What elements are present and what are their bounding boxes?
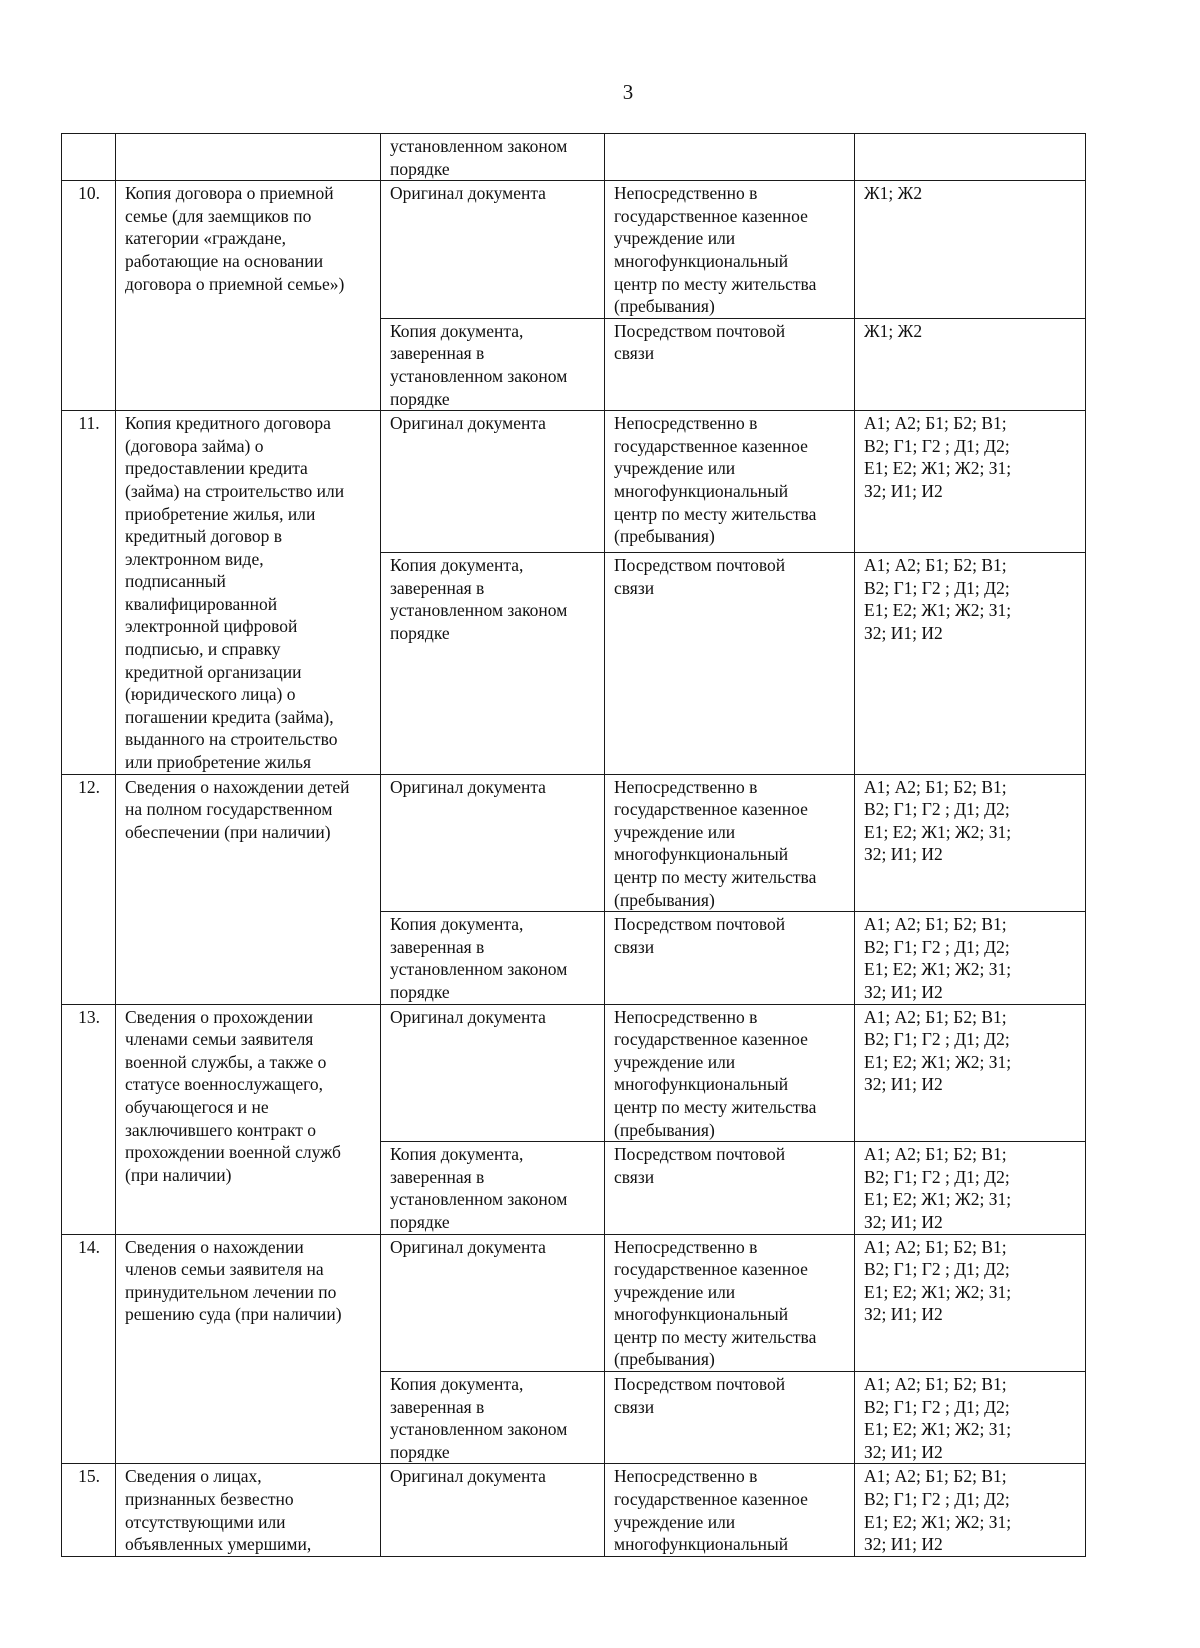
table-row [62,774,1086,912]
submission-form-cell [381,552,605,774]
submission-method: Посредством почтовой связи [614,320,786,364]
submission-method-cell [605,1234,855,1372]
row-number: 10. [62,181,116,411]
submission-method: Непосредственно в государственное казенное учреждение или многофункциональный центр по месту жительства (пребывания) [614,183,817,317]
borrower-category-codes: А1; А2; Б1; Б2; В1; В2; Г1; Г2 ; Д1; Д2; Е1; Е2; Ж1; Ж2; З1; З2; И1; И2 [864,914,1012,1002]
submission-method-cell [605,1142,855,1234]
borrower-category-codes-cell [855,774,1086,912]
submission-method: Непосредственно в государственное казенное учреждение или многофункциональный центр по месту жительства (пребывания) [614,776,817,910]
table-row [62,411,1086,553]
borrower-category-codes-cell [855,1464,1086,1556]
document-name-cell [116,181,381,411]
row-number: 12. [62,774,116,1004]
submission-form: Копия документа, заверенная в установленном законом порядке [390,320,568,409]
page-number: 3 [622,80,634,104]
table-row [62,1464,1086,1556]
borrower-category-codes-cell [855,1004,1086,1142]
submission-form-cell [381,1464,605,1556]
table-body [62,134,1086,1557]
document-name: Копия кредитного договора (договора займа) о предоставлении кредита (займа) на строительство или приобретение жилья, или кредитный договор в электронном виде, подписанный квалифицированной электронной цифровой подписью, и справку кредитной организации (юридического лица) о погашении кредита (займа), выданного на строительство или приобретение жилья [125,413,345,773]
borrower-category-codes: А1; А2; Б1; Б2; В1; В2; Г1; Г2 ; Д1; Д2; Е1; Е2; Ж1; Ж2; З1; З2; И1; И2 [864,413,1012,501]
borrower-category-codes-cell [855,552,1086,774]
row-number: 14. [62,1234,116,1464]
submission-method: Посредством почтовой связи [614,914,786,957]
submission-method-cell [605,181,855,319]
submission-method: Непосредственно в государственное казенное учреждение или многофункциональный центр по месту жительства (пребывания) [614,1006,817,1140]
borrower-category-codes-cell [855,1234,1086,1372]
borrower-category-codes: А1; А2; Б1; Б2; В1; В2; Г1; Г2 ; Д1; Д2; Е1; Е2; Ж1; Ж2; З1; З2; И1; И2 [864,1236,1012,1325]
submission-method-cell [605,1464,855,1556]
document-name: Сведения о нахождении членов семьи заявителя на принудительном лечении по решению суда (при наличии) [125,1236,342,1325]
document-name: Сведения о лицах, признанных безвестно отсутствующими или объявленных умершими, [125,1466,312,1555]
submission-form-cell [381,774,605,912]
row-number: 11. [62,411,116,775]
submission-form-cell [381,912,605,1004]
document-name-cell [116,134,381,181]
submission-method: Посредством почтовой связи [614,1144,786,1187]
submission-form: установленном законом порядке [390,136,568,179]
borrower-category-codes-cell [855,318,1086,410]
document-name-cell [116,1464,381,1556]
submission-form-cell [381,1234,605,1372]
borrower-category-codes: А1; А2; Б1; Б2; В1; В2; Г1; Г2 ; Д1; Д2; Е1; Е2; Ж1; Ж2; З1; З2; И1; И2 [864,1374,1012,1462]
submission-form-cell [381,181,605,319]
borrower-category-codes: А1; А2; Б1; Б2; В1; В2; Г1; Г2 ; Д1; Д2; Е1; Е2; Ж1; Ж2; З1; З2; И1; И2 [864,776,1012,865]
submission-form: Копия документа, заверенная в установленном законом порядке [390,914,568,1002]
submission-form: Оригинал документа [390,776,546,797]
document-name-cell [116,774,381,1004]
submission-method-cell [605,1004,855,1142]
submission-method-cell [605,774,855,912]
borrower-category-codes-cell [855,1372,1086,1464]
submission-method-cell [605,912,855,1004]
submission-method: Посредством почтовой связи [614,554,786,598]
table-row [62,1004,1086,1142]
submission-form: Копия документа, заверенная в установленном законом порядке [390,1144,568,1232]
borrower-category-codes: Ж1; Ж2 [864,183,923,204]
submission-method-cell [605,552,855,774]
submission-form-cell [381,1142,605,1234]
document-name: Сведения о прохождении членами семьи заявителя военной службы, а также о статусе военнослужащего, обучающегося и не заключившего контракт о прохождении военной служб (при наличии) [125,1006,341,1185]
submission-form: Оригинал документа [390,413,546,434]
row-number: 15. [62,1464,116,1556]
submission-method-cell [605,318,855,410]
borrower-category-codes: А1; А2; Б1; Б2; В1; В2; Г1; Г2 ; Д1; Д2; Е1; Е2; Ж1; Ж2; З1; З2; И1; И2 [864,1466,1012,1555]
submission-form: Копия документа, заверенная в установленном законом порядке [390,554,568,643]
table-row [62,134,1086,181]
borrower-category-codes: Ж1; Ж2 [864,320,923,341]
submission-form: Оригинал документа [390,1006,546,1027]
submission-form-cell [381,1372,605,1464]
submission-form-cell [381,318,605,410]
borrower-category-codes-cell [855,1142,1086,1234]
submission-form-cell [381,411,605,553]
borrower-category-codes-cell [855,912,1086,1004]
borrower-category-codes: А1; А2; Б1; Б2; В1; В2; Г1; Г2 ; Д1; Д2; Е1; Е2; Ж1; Ж2; З1; З2; И1; И2 [864,1006,1012,1095]
row-number [62,134,116,181]
document-name: Сведения о нахождении детей на полном государственном обеспечении (при наличии) [125,776,350,842]
document-name-cell [116,1004,381,1234]
table-row [62,1234,1086,1372]
submission-form: Оригинал документа [390,1466,546,1487]
borrower-category-codes: А1; А2; Б1; Б2; В1; В2; Г1; Г2 ; Д1; Д2; Е1; Е2; Ж1; Ж2; З1; З2; И1; И2 [864,554,1012,643]
submission-method: Непосредственно в государственное казенное учреждение или многофункциональный центр по месту жительства (пребывания) [614,413,817,547]
submission-form-cell [381,1004,605,1142]
submission-form-cell [381,134,605,181]
submission-method: Непосредственно в государственное казенное учреждение или многофункциональный [614,1466,808,1555]
submission-form: Оригинал документа [390,183,546,204]
documents-table [61,133,1086,1557]
borrower-category-codes: А1; А2; Б1; Б2; В1; В2; Г1; Г2 ; Д1; Д2; Е1; Е2; Ж1; Ж2; З1; З2; И1; И2 [864,1144,1012,1232]
submission-form: Оригинал документа [390,1236,546,1257]
borrower-category-codes-cell [855,181,1086,319]
submission-form: Копия документа, заверенная в установленном законом порядке [390,1374,568,1462]
document-name-cell [116,411,381,775]
document-name-cell [116,1234,381,1464]
submission-method: Непосредственно в государственное казенное учреждение или многофункциональный центр по месту жительства (пребывания) [614,1236,817,1370]
submission-method-cell [605,411,855,553]
row-number: 13. [62,1004,116,1234]
borrower-category-codes-cell [855,134,1086,181]
borrower-category-codes-cell [855,411,1086,553]
submission-method: Посредством почтовой связи [614,1374,786,1417]
submission-method-cell [605,1372,855,1464]
table-row [62,181,1086,319]
submission-method-cell [605,134,855,181]
document-name: Копия договора о приемной семье (для заемщиков по категории «граждане, работающие на основании договора о приемной семье») [125,183,345,294]
